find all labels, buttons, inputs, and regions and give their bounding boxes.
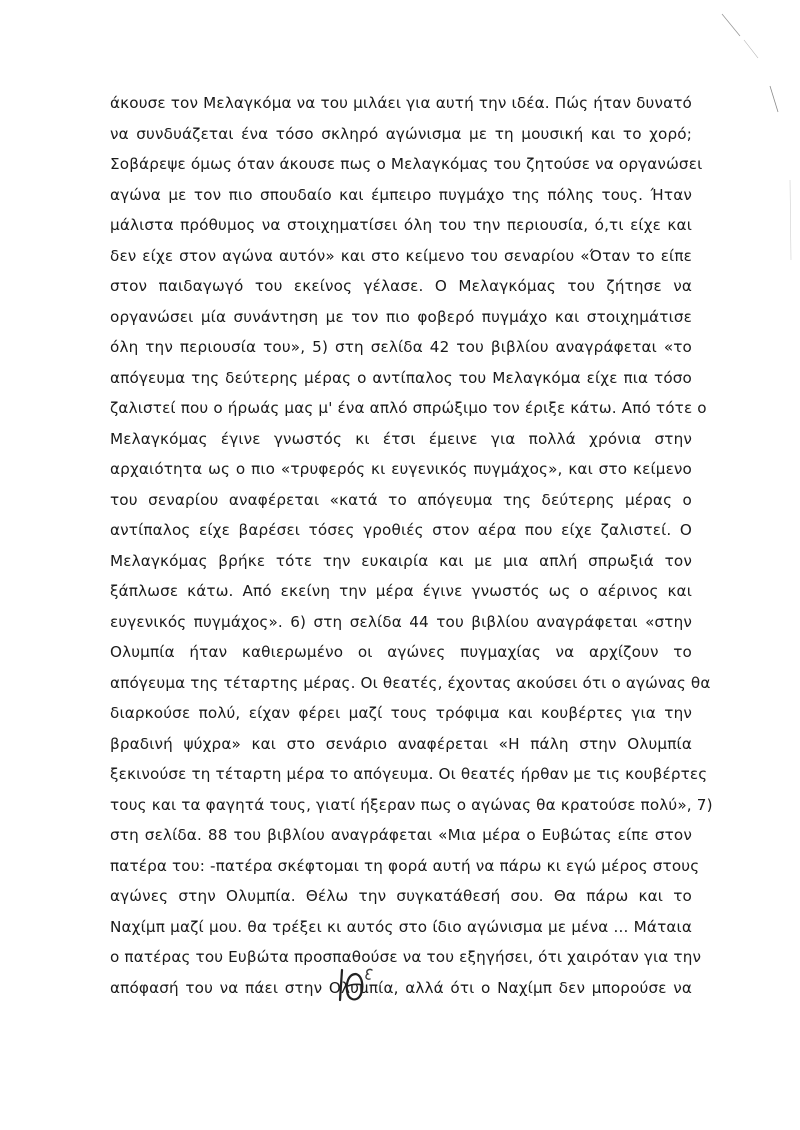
text-line: απόγευμα της δεύτερης μέρας ο αντίπαλος του Μελαγκόμα είχε πια τόσο [110, 368, 692, 387]
text-line: Ολυμπία ήταν καθιερωμένο οι αγώνες πυγμαχίας να αρχίζουν το [110, 643, 692, 661]
text-line: αντίπαλος είχε βαρέσει τόσες γροθιές στον αέρα που είχε ζαλιστεί. Ο [110, 521, 692, 539]
text-line: βραδινή ψύχρα» και στο σενάριο αναφέρεται «Η πάλη στην Ολυμπία [110, 734, 692, 753]
text-line: αρχαιότητα ως ο πιο «τρυφερός κι ευγενικός πυγμάχος», και στο κείμενο [110, 460, 692, 478]
body-text [110, 88, 713, 1003]
text-line: αγώνες στην Ολυμπία. Θέλω την συγκατάθεσή σου. Θα πάρω και το [110, 887, 692, 905]
text-line: ο πατέρας του Ευβώτα προσπαθούσε να του εξηγήσει, ότι χαιρόταν για την [110, 948, 702, 966]
text-line: απόγευμα της τέταρτης μέρας. Οι θεατές, έχοντας ακούσει ότι ο αγώνας θα [110, 673, 711, 692]
text-line: τους και τα φαγητά τους, γιατί ήξεραν πως ο αγώνας θα κρατούσε πολύ», 7) [110, 795, 713, 814]
text-line: Μελαγκόμας έγινε γνωστός κι έτσι έμεινε για πολλά χρόνια στην [110, 429, 692, 448]
text-line: αγώνα με τον πιο σπουδαίο και έμπειρο πυγμάχο της πόλης τους. Ήταν [110, 185, 692, 204]
text-line: όλη την περιουσία του», 5) στη σελίδα 42 του βιβλίου αναγράφεται «το [110, 338, 692, 356]
text-line: στη σελίδα. 88 του βιβλίου αναγράφεται «Μια μέρα ο Ευβώτας είπε στον [110, 826, 692, 844]
text-line: άκουσε τον Μελαγκόμα να του μιλάει για αυτή την ιδέα. Πώς ήταν δυνατό [110, 94, 692, 112]
text-line: στον παιδαγωγό του εκείνος γέλασε. Ο Μελαγκόμας του ζήτησε να [110, 277, 692, 295]
text-line: ξεκινούσε τη τέταρτη μέρα το απόγευμα. Οι θεατές ήρθαν με τις κουβέρτες [110, 765, 708, 783]
text-line: ξάπλωσε κάτω. Από εκείνη την μέρα έγινε γνωστός ως ο αέρινος και [110, 582, 692, 600]
text-line: διαρκούσε πολύ, είχαν φέρει μαζί τους τρόφιμα και κουβέρτες για την [110, 704, 692, 722]
text-line: ζαλιστεί που ο ήρωάς μας μ' ένα απλό σπρώξιμο τον έριξε κάτω. Από τότε ο [110, 399, 707, 417]
text-line: του σεναρίου αναφέρεται «κατά το απόγευμα της δεύτερης μέρας ο [110, 490, 692, 509]
text-line: απόφασή του να πάει στην Ολυμπία, αλλά ότι ο Ναχίμπ δεν μπορούσε να [110, 978, 692, 997]
text-line: Σοβάρεψε όμως όταν άκουσε πως ο Μελαγκόμας του ζητούσε να οργανώσει [110, 155, 703, 173]
text-line: ευγενικός πυγμάχος». 6) στη σελίδα 44 του βιβλίου αναγράφεται «στην [110, 612, 692, 631]
text-line: μάλιστα πρόθυμος να στοιχηματίσει όλη του την περιουσία, ό,τι είχε και [110, 216, 692, 234]
handwritten-page-number [330, 960, 420, 1010]
text-line: Ναχίμπ μαζί μου. θα τρέξει κι αυτός στο ίδιο αγώνισμα με μένα ... Μάταια [110, 917, 692, 936]
text-line: δεν είχε στον αγώνα αυτόν» και στο κείμενο του σεναρίου «Όταν το είπε [110, 246, 692, 265]
text-line: Μελαγκόμας βρήκε τότε την ευκαιρία και με μια απλή σπρωξιά τον [110, 551, 692, 570]
text-line: να συνδυάζεται ένα τόσο σκληρό αγώνισμα με τη μουσική και το χορό; [110, 124, 692, 143]
text-line: οργανώσει μία συνάντηση με τον πιο φοβερό πυγμάχο και στοιχημάτισε [110, 307, 692, 326]
text-line: πατέρα του: -πατέρα σκέφτομαι τη φορά αυτή να πάρω κι εγώ μέρος στους [110, 856, 700, 875]
